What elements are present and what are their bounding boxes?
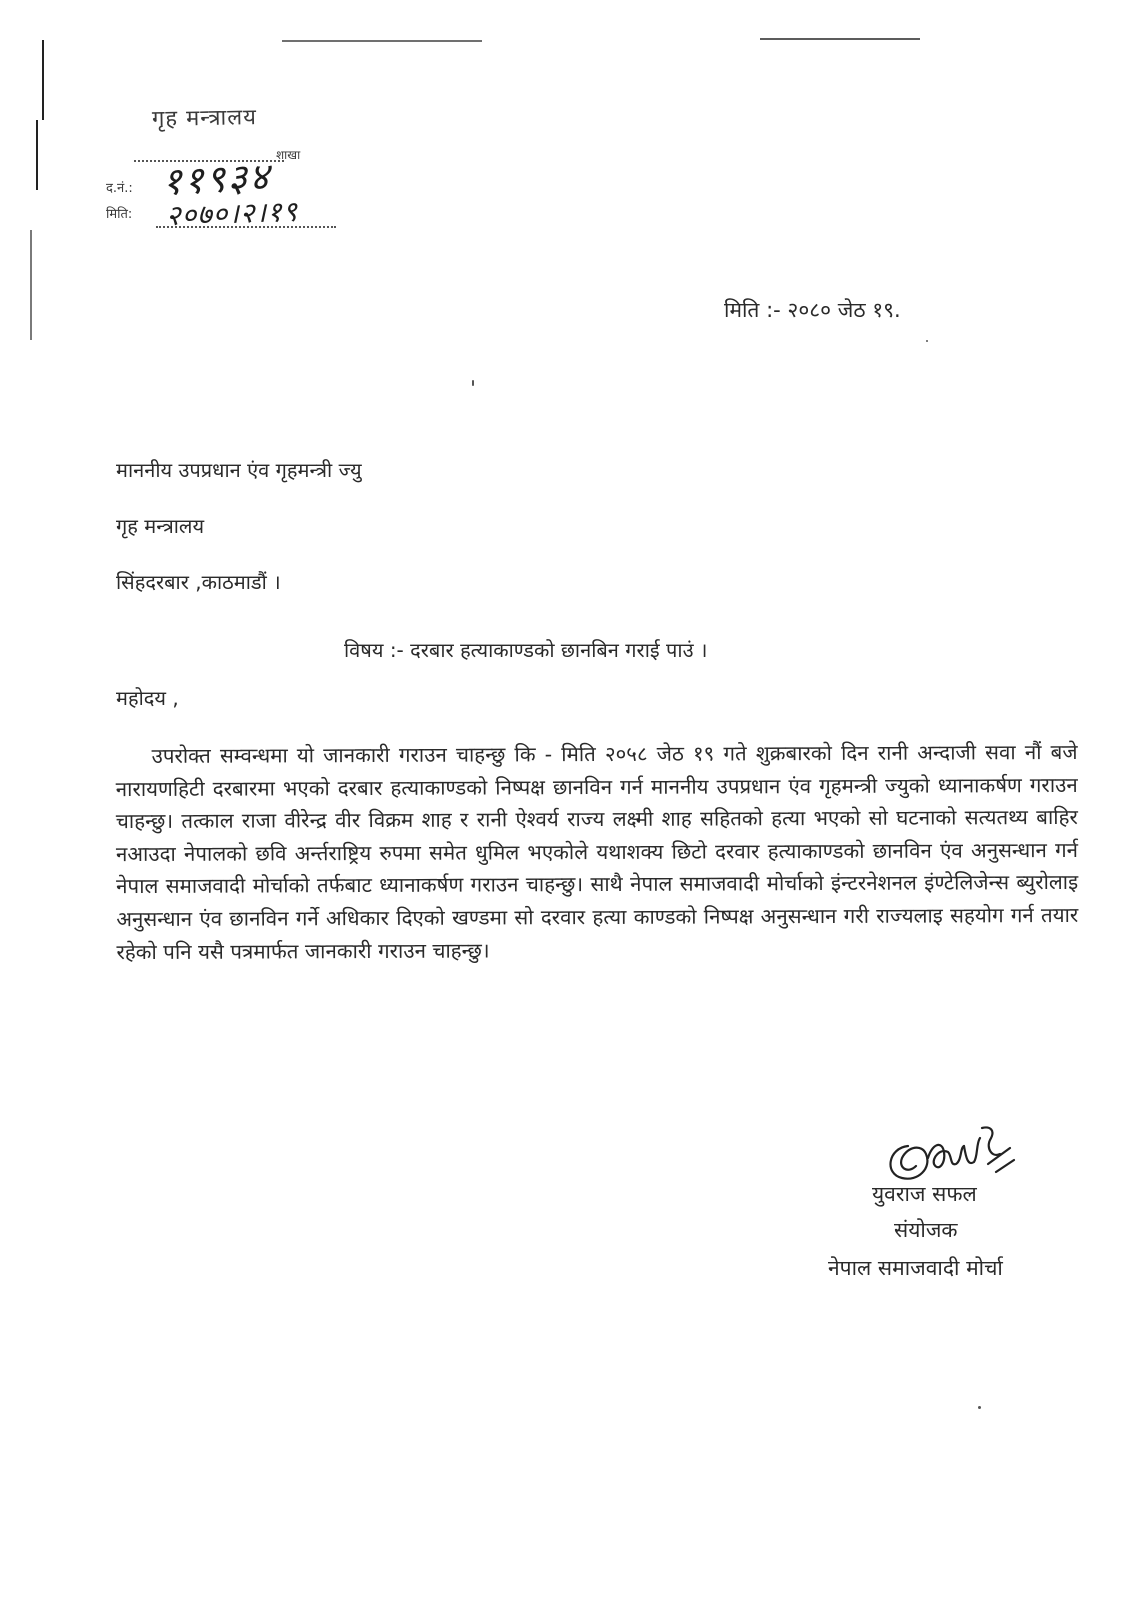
- letter-date: मिति :- २०८० जेठ १९.: [724, 298, 901, 322]
- receipt-stamp: [100, 100, 400, 240]
- scan-speck: [926, 340, 928, 342]
- stamp-date-value: २०७०।२।१९: [165, 194, 299, 233]
- scan-speck: [472, 380, 474, 386]
- recipient-line: गृह मन्त्रालय: [116, 514, 205, 538]
- scan-top-line: [282, 40, 482, 42]
- scan-edge-mark: [36, 120, 38, 190]
- sender-name: युवराज सफल: [872, 1182, 977, 1206]
- sender-title: संयोजक: [894, 1218, 958, 1242]
- recipient-line: माननीय उपप्रधान एंव गृहमन्त्री ज्यु: [116, 458, 362, 482]
- scan-top-line: [760, 38, 920, 40]
- scan-edge-mark: [42, 40, 44, 120]
- stamp-reg-label: द.नं.:: [106, 181, 133, 196]
- sender-organization: नेपाल समाजवादी मोर्चा: [828, 1256, 1003, 1280]
- stamp-reg-number: ११९३४: [160, 154, 272, 204]
- stamp-ministry: गृह मन्त्रालय: [151, 105, 258, 132]
- stamp-section-label: शाखा: [276, 148, 301, 162]
- scan-edge-mark: [30, 230, 32, 340]
- stamp-date-label: मिति:: [106, 207, 133, 222]
- scan-speck: [978, 1406, 981, 1409]
- letter-body: उपरोक्त सम्वन्धमा यो जानकारी गराउन चाहन्छु कि - मिति २०५८ जेठ १९ गते शुक्रबारको दिन रानी अन्दाजी सवा नौं बजे नारायणहिटी दरबारमा भएको दरबार हत्याकाण्डको निष्पक्ष छानविन गर्न माननीय उपप्रधान एंव गृहमन्त्री ज्युको ध्यानाकर्षण गराउन चाहन्छु। तत्काल राजा वीरेन्द्र वीर विक्रम शाह र रानी ऐश्वर्य राज्य लक्ष्मी शाह सहितको हत्या भएको सो घटनाको सत्यतथ्य बाहिर नआउदा नेपालको छवि अर्न्तराष्ट्रिय रुपमा समेत धुमिल भएकोले यथाशक्य छिटो दरवार हत्याकाण्डको छानविन एंव अनुसन्धान गर्न नेपाल समाजवादी मोर्चाको तर्फबाट ध्यानाकर्षण गराउन चाहन्छु। साथै नेपाल समाजवादी मोर्चाको इंन्टरनेशनल इंण्टेलिजेन्स ब्युरोलाइ अनुसन्धान एंव छानविन गर्ने अधिकार दिएको खण्डमा सो दरवार हत्या काण्डको निष्पक्ष अनुसन्धान गरी राज्यलाइ सहयोग गर्न तयार रहेको पनि यसै पत्रमार्फत जानकारी गराउन चाहन्छु।: [115, 739, 1079, 964]
- salutation: महोदय ,: [116, 686, 179, 710]
- stamp-dotted-line: [156, 226, 336, 228]
- letter-subject: विषय :- दरबार हत्याकाण्डको छानबिन गराई पाउं ।: [344, 638, 708, 662]
- recipient-line: सिंहदरबार ,काठमाडौं ।: [116, 570, 281, 594]
